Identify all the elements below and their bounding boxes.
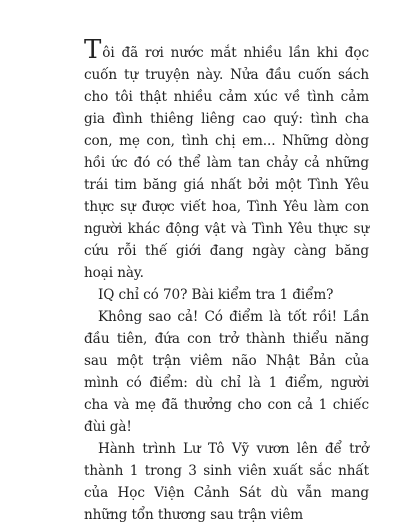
drop-cap: T <box>84 35 102 65</box>
opening-paragraph <box>84 35 369 284</box>
paragraph-journey: Hành trình Lư Tô Vỹ vươn lên để trở thành 1 trong 3 sinh viên xuất sắc nhất của Học Viện Cảnh Sát dù vẫn mang những tổn thương sau trận viêm <box>84 441 369 523</box>
body-text <box>84 35 369 526</box>
opening-text: ôi đã rơi nước mắt nhiều lần khi đọc cuốn tự truyện này. Nửa đầu cuốn sách cho tôi thật nhiều cảm xúc về tình cảm gia đình thiêng liêng cao quý: tình cha con, mẹ con, tình chị em... Những dòng hồi ức đó có thể làm tan chảy cả những trái tim băng giá nhất bởi một Tình Yêu thực sự được viết hoa, Tình Yêu làm con người khác động vật và Tình Yêu thực sự cứu rỗi thế giới đang ngày càng băng hoại này. <box>84 45 369 281</box>
paragraph-iq: IQ chỉ có 70? Bài kiểm tra 1 điểm? <box>98 287 334 303</box>
paragraph-reward: Không sao cả! Có điểm là tốt rồi! Lần đầu tiên, đứa con trở thành thiểu năng sau một trận viêm não Nhật Bản của mình có điểm: dù chỉ là 1 điểm, người cha và mẹ đã thưởng cho con cả 1 chiếc đùi gà! <box>84 309 369 435</box>
